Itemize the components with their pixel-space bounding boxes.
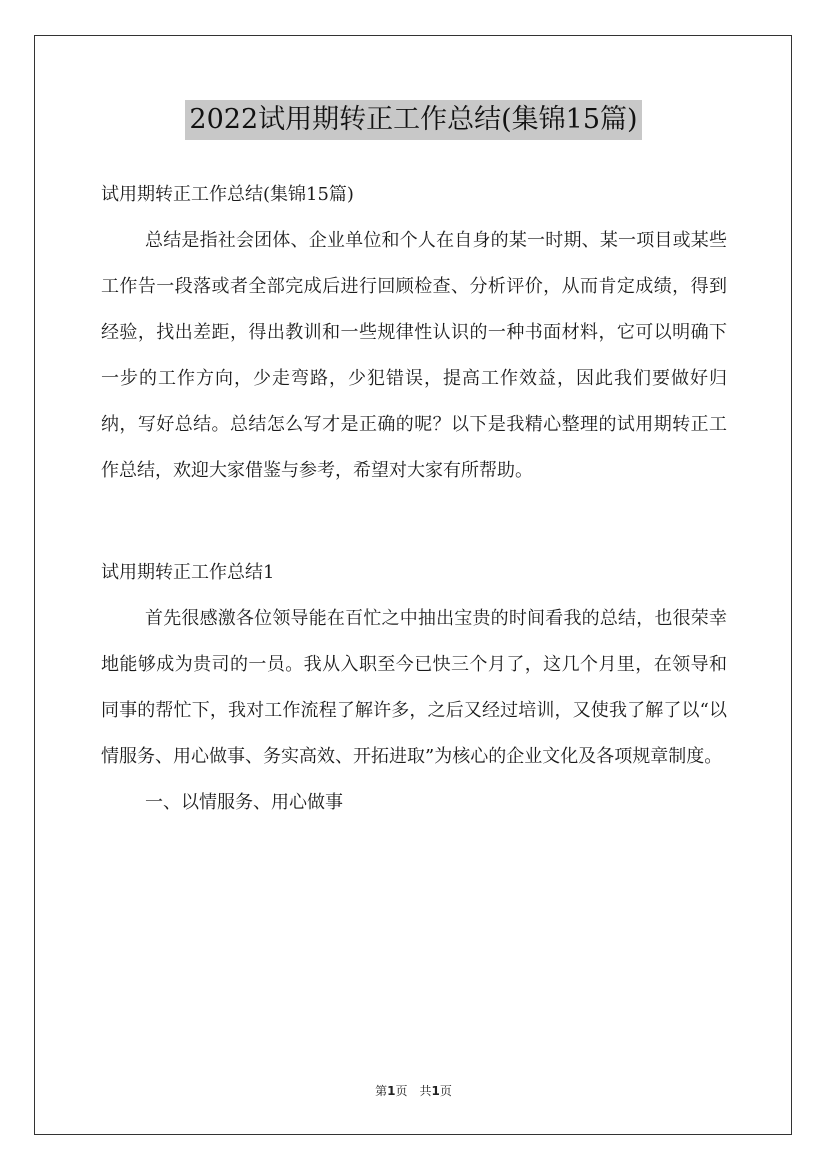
page-total: 1 (431, 1084, 440, 1098)
intro-paragraph: 总结是指社会团体、企业单位和个人在自身的某一时期、某一项目或某些工作告一段落或者全部完成后进行回顾检查、分析评价，从而肯定成绩，得到经验，找出差距，得出教训和一些规律性认识的一种书面材料，它可以明确下一步的工作方向，少走弯路，少犯错误，提高工作效益，因此我们要做好归纳，写好总结。总结怎么写才是正确的呢？以下是我精心整理的试用期转正工作总结，欢迎大家借鉴与参考，希望对大家有所帮助。 (101, 230, 727, 481)
total-prefix: 共 (419, 1084, 432, 1098)
document-title: 2022试用期转正工作总结(集锦15篇) (185, 100, 641, 140)
sub-heading: 一、以情服务、用心做事 (145, 792, 343, 813)
document-subtitle: 试用期转正工作总结(集锦15篇) (101, 184, 354, 205)
section-heading: 试用期转正工作总结1 (101, 562, 275, 583)
total-suffix: 页 (439, 1084, 452, 1098)
section-paragraph: 首先很感激各位领导能在百忙之中抽出宝贵的时间看我的总结，也很荣幸地能够成为贵司的一员。我从入职至今已快三个月了，这几个月里，在领导和同事的帮忙下，我对工作流程了解许多，之后又经过培训，又使我了解了以“以情服务、用心做事、务实高效、开拓进取”为核心的企业文化及各项规章制度。 (101, 608, 727, 767)
document-body (101, 172, 727, 826)
page-number: 1 (387, 1084, 396, 1098)
title-container (0, 100, 827, 140)
page-prefix: 第 (375, 1084, 388, 1098)
page-footer (0, 1082, 827, 1099)
section-gap (101, 494, 727, 550)
page-suffix: 页 (395, 1084, 408, 1098)
